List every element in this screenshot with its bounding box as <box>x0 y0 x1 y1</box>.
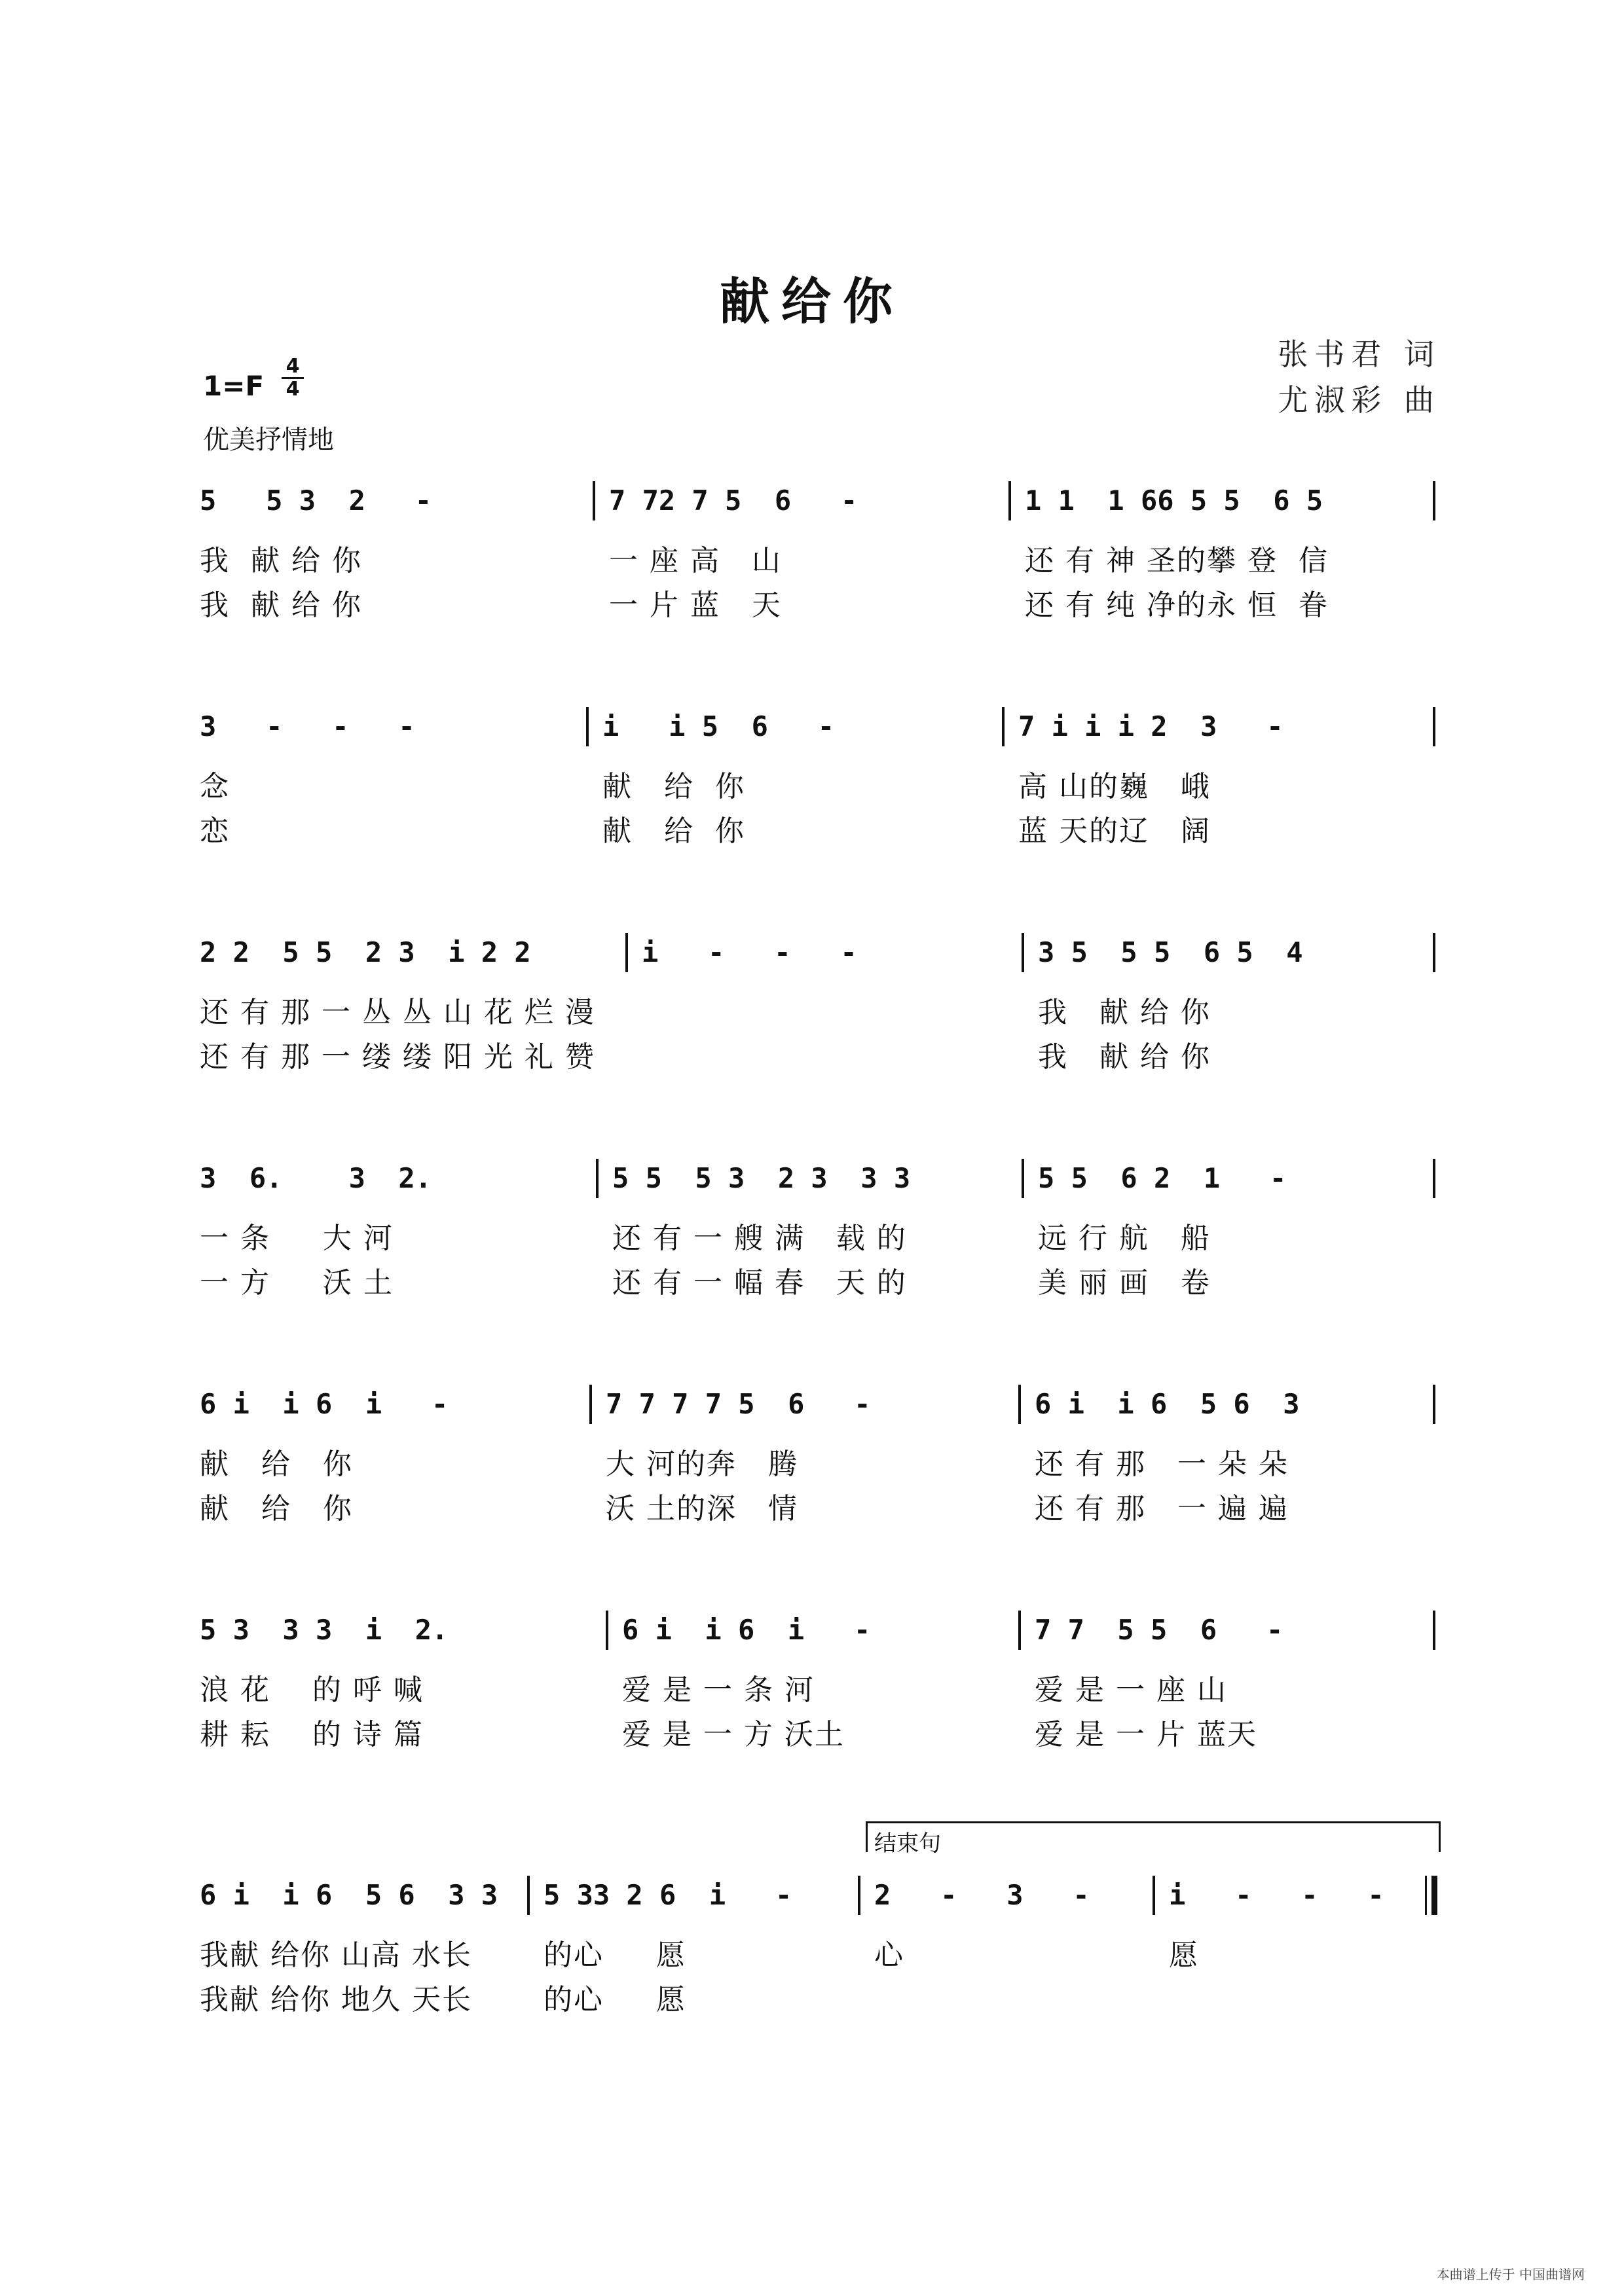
measure-notes: 5 5 3 2 - <box>200 484 432 517</box>
lyricist-credit: 张书君 词 <box>1278 337 1441 372</box>
measure-notes: 2 - 3 - <box>874 1879 1090 1911</box>
barline <box>606 1611 608 1650</box>
measure-notes: 7 i i i 2 3 - <box>1018 710 1283 742</box>
time-signature <box>282 357 304 399</box>
lyric-verse-2: 我献 给你 地久 天长 <box>200 1983 472 2016</box>
measure-notes: 7 7 7 7 5 6 - <box>606 1388 871 1420</box>
lyric-verse-1: 浪 花 的 呼 喊 <box>200 1673 424 1707</box>
barline <box>589 1385 592 1424</box>
measure-notes: 6 i i 6 i - <box>622 1614 871 1646</box>
measure-notes: 2 2 5 5 2 3 i 2 2 <box>200 936 531 968</box>
lyric-verse-2: 一 方 沃 土 <box>200 1266 394 1300</box>
barline <box>1433 1159 1435 1198</box>
barline <box>1008 481 1011 520</box>
ending-label: 结束句 <box>874 1831 941 1857</box>
lyric-verse-1: 还 有 那 一 朵 朵 <box>1035 1448 1289 1481</box>
measure-notes: 5 5 5 3 2 3 3 3 <box>612 1162 911 1194</box>
measure-notes: 6 i i 6 5 6 3 <box>1035 1388 1300 1420</box>
lyric-verse-1: 一 座 高 山 <box>609 544 782 577</box>
lyric-verse-2: 还 有 那 一 缕 缕 阳 光 礼 赞 <box>200 1040 595 1074</box>
ending-bracket <box>866 1821 1441 1852</box>
measure-notes: 1 1 1 66 5 5 6 5 <box>1025 484 1323 517</box>
lyric-verse-1: 高 山的巍 峨 <box>1018 770 1211 803</box>
measure-notes: i - - - <box>642 936 857 968</box>
measure-notes: 3 6. 3 2. <box>200 1162 432 1194</box>
barline <box>1022 1159 1024 1198</box>
lyric-verse-2: 还 有 那 一 遍 遍 <box>1035 1492 1289 1525</box>
measure-notes: 6 i i 6 5 6 3 3 <box>200 1879 498 1911</box>
measure-notes: 7 7 5 5 6 - <box>1035 1614 1283 1646</box>
lyric-verse-2: 的心 愿 <box>544 1983 686 2016</box>
tempo-marking: 优美抒情地 <box>203 425 334 455</box>
barline <box>1433 707 1435 746</box>
barline <box>1022 933 1024 972</box>
lyric-verse-1: 我献 给你 山高 水长 <box>200 1939 472 1972</box>
measure-notes: 7 72 7 5 6 - <box>609 484 858 517</box>
barline <box>1433 933 1435 972</box>
measure-notes: 5 3 3 3 i 2. <box>200 1614 449 1646</box>
lyric-verse-1: 我 献 给 你 <box>1038 996 1211 1029</box>
barline <box>596 1159 599 1198</box>
barline <box>1018 1611 1021 1650</box>
lyric-verse-1: 一 条 大 河 <box>200 1222 394 1255</box>
lyric-verse-1: 愿 <box>1169 1939 1199 1972</box>
measure-notes: 6 i i 6 i - <box>200 1388 449 1420</box>
lyric-verse-1: 献 给 你 <box>602 770 745 803</box>
composer-credit: 尤淑彩 曲 <box>1278 382 1441 418</box>
lyric-verse-2: 沃 土的深 情 <box>606 1492 798 1525</box>
lyric-verse-2: 献 给 你 <box>602 814 745 848</box>
lyric-verse-2: 还 有 纯 净的永 恒 眷 <box>1025 589 1329 622</box>
lyric-verse-2: 我 献 给 你 <box>200 589 362 622</box>
lyric-verse-1: 爱 是 一 条 河 <box>622 1673 815 1707</box>
song-title: 献给你 <box>720 272 904 331</box>
lyric-verse-2: 还 有 一 幅 春 天 的 <box>612 1266 907 1300</box>
time-signature-top: 4 <box>286 355 300 378</box>
measure-notes: i - - - <box>1169 1879 1384 1911</box>
measure-notes: 3 5 5 5 6 5 4 <box>1038 936 1303 968</box>
barline <box>1433 481 1435 520</box>
final-barline-thin <box>1425 1876 1427 1915</box>
barline <box>527 1876 530 1915</box>
lyric-verse-1: 念 <box>200 770 230 803</box>
lyric-verse-2: 蓝 天的辽 阔 <box>1018 814 1211 848</box>
lyric-verse-1: 远 行 航 船 <box>1038 1222 1211 1255</box>
lyric-verse-2: 耕 耘 的 诗 篇 <box>200 1718 424 1751</box>
lyric-verse-1: 还 有 那 一 丛 丛 山 花 烂 漫 <box>200 996 595 1029</box>
barline <box>858 1876 860 1915</box>
measure-notes: 3 - - - <box>200 710 415 742</box>
barline <box>593 481 595 520</box>
barline <box>1002 707 1005 746</box>
lyric-verse-1: 还 有 一 艘 满 载 的 <box>612 1222 907 1255</box>
lyric-verse-1: 大 河的奔 腾 <box>606 1448 798 1481</box>
measure-notes: 5 5 6 2 1 - <box>1038 1162 1287 1194</box>
lyric-verse-1: 爱 是 一 座 山 <box>1035 1673 1227 1707</box>
key-signature: 1=F <box>203 370 265 402</box>
lyric-verse-1: 还 有 神 圣的攀 登 信 <box>1025 544 1329 577</box>
barline <box>1433 1611 1435 1650</box>
lyric-verse-2: 我 献 给 你 <box>1038 1040 1211 1074</box>
lyric-verse-1: 心 <box>874 1939 904 1972</box>
measure-notes: 5 33 2 6 i - <box>544 1879 792 1911</box>
measure-notes: i i 5 6 - <box>602 710 835 742</box>
lyric-verse-2: 美 丽 画 卷 <box>1038 1266 1211 1300</box>
lyric-verse-2: 爱 是 一 方 沃土 <box>622 1718 845 1751</box>
lyric-verse-2: 恋 <box>200 814 230 848</box>
lyric-verse-2: 爱 是 一 片 蓝天 <box>1035 1718 1257 1751</box>
lyric-verse-2: 献 给 你 <box>200 1492 353 1525</box>
lyric-verse-1: 我 献 给 你 <box>200 544 362 577</box>
barline <box>1433 1385 1435 1424</box>
barline <box>625 933 628 972</box>
barline <box>1018 1385 1021 1424</box>
time-signature-bottom: 4 <box>286 378 300 401</box>
footer-credit: 本曲谱上传于 中国曲谱网 <box>1436 2267 1585 2282</box>
final-barline-thick <box>1431 1876 1437 1915</box>
lyric-verse-2: 一 片 蓝 天 <box>609 589 782 622</box>
lyric-verse-1: 的心 愿 <box>544 1939 686 1972</box>
barline <box>586 707 589 746</box>
lyric-verse-1: 献 给 你 <box>200 1448 353 1481</box>
barline <box>1153 1876 1155 1915</box>
